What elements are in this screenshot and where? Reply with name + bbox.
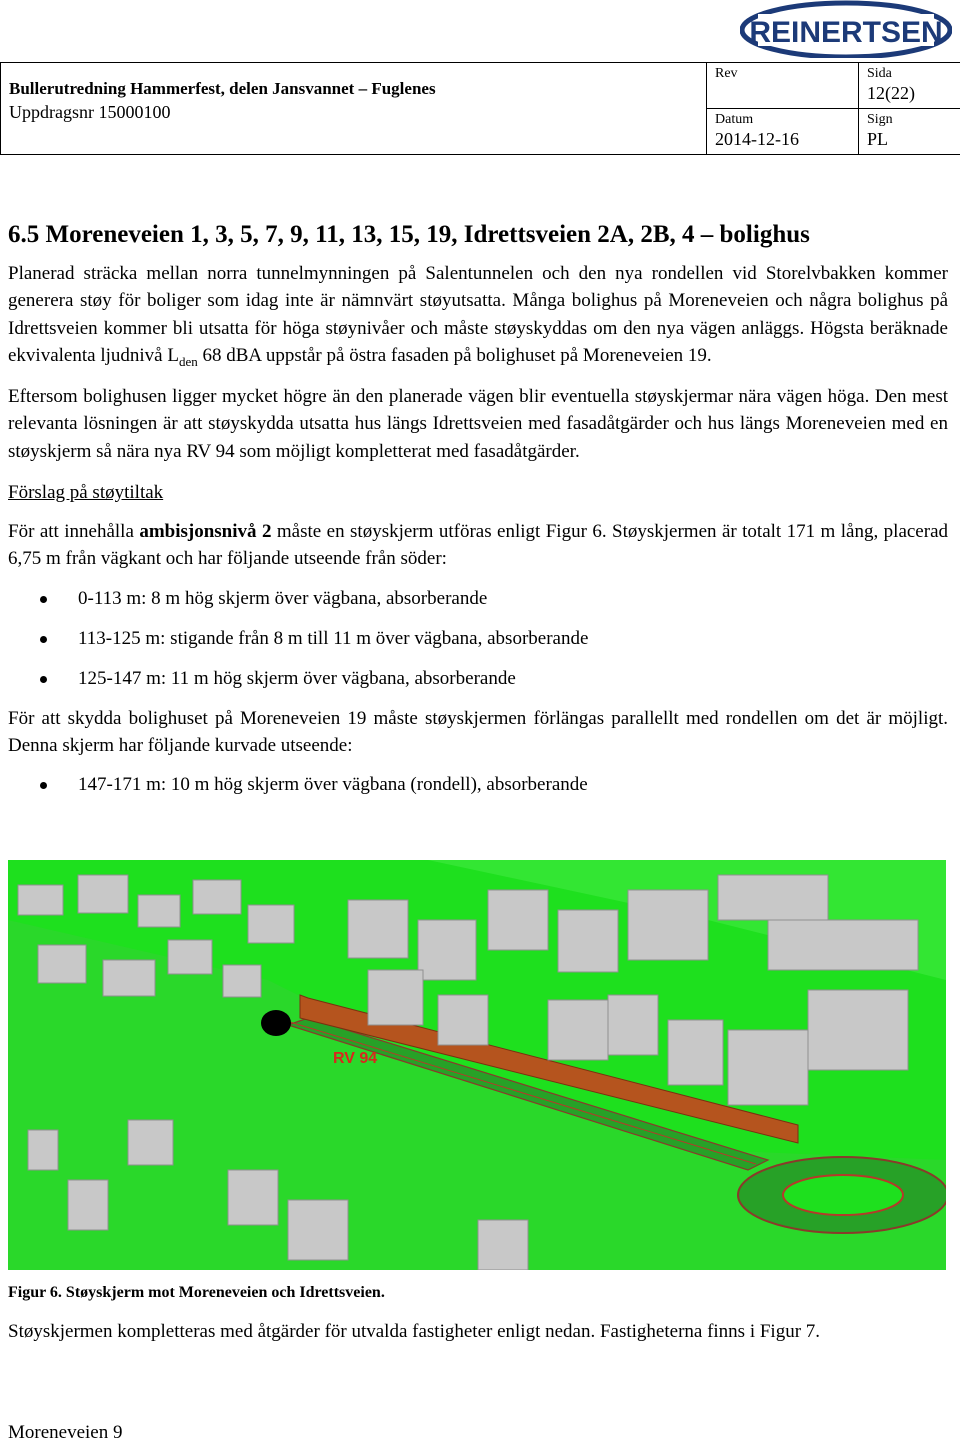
building — [558, 910, 618, 972]
road-label: RV 94 — [333, 1050, 378, 1067]
header-title-cell — [1, 63, 707, 155]
paragraph-intro — [8, 260, 948, 375]
rev-label: Rev — [715, 66, 738, 81]
curved-screen-list — [8, 771, 948, 798]
building — [288, 1200, 348, 1260]
building — [418, 920, 476, 980]
building — [628, 890, 708, 960]
building — [38, 945, 86, 983]
date-label: Datum — [715, 112, 754, 127]
document-header — [0, 62, 960, 155]
building — [478, 1220, 528, 1270]
page-label: Sida — [867, 66, 892, 81]
sign-label: Sign — [867, 112, 893, 127]
date-value: 2014-12-16 — [715, 129, 799, 149]
bullet-icon — [40, 676, 47, 683]
figure-caption: Figur 6. Støyskjerm mot Moreneveien och Idrettsveien. — [8, 1284, 385, 1301]
paragraph-ambition — [8, 518, 948, 573]
building — [548, 1000, 608, 1060]
building — [68, 1180, 108, 1230]
building — [18, 885, 63, 915]
date-cell — [707, 109, 859, 155]
building — [248, 905, 294, 943]
building — [228, 1170, 278, 1225]
building — [168, 940, 212, 974]
paragraph-solution: Eftersom bolighusen ligger mycket högre än den planerade vägen blir eventuella støyskjermar nära vägen höga. Den mest relevanta lösningen är att støyskydda utsatta hus längs Idrettsveien med fasadåtgärder och hus längs Moreneveien med en støyskjerm så nära nya RV 94 som möjligt kompletterat med fasadåtgärder. — [8, 385, 948, 462]
bullet-icon — [40, 596, 47, 603]
ambition-level-bold: ambisjonsnivå 2 — [139, 521, 272, 543]
assignment-number: Uppdragsnr 15000100 — [9, 102, 171, 122]
section-content — [8, 218, 948, 811]
paragraph-extension: För att skydda bolighuset på Moreneveien 19 måste støyskjermen förlängas parallellt med rondellen om det är möjligt. Denna skjerm har följande kurvade utseende: — [8, 707, 948, 757]
page-value: 12(22) — [867, 83, 915, 103]
noise-model-figure — [8, 860, 946, 1270]
list-item — [8, 585, 948, 612]
screen-segments-list — [8, 585, 948, 692]
building — [488, 890, 548, 950]
building — [78, 875, 128, 913]
paragraph-ambition-text-b: måste en støyskjerm utföras enligt Figur 6. Støyskjermen är totalt 171 m lång, placerad 6,75 m från vägkant och har följande utseende från söder: — [8, 521, 948, 570]
rev-cell — [707, 63, 859, 109]
list-item — [8, 625, 948, 652]
building — [668, 1020, 723, 1085]
building — [768, 920, 918, 970]
proposal-subheading: Förslag på støytiltak — [8, 481, 164, 503]
building — [103, 960, 155, 996]
building — [138, 895, 180, 927]
roundabout-island — [783, 1175, 903, 1215]
list-item — [8, 665, 948, 692]
lden-subscript: den — [178, 353, 198, 369]
next-section-heading: Moreneveien 9 — [8, 1422, 123, 1443]
list-item — [8, 771, 948, 798]
bullet-icon — [40, 782, 47, 789]
building — [608, 995, 658, 1055]
paragraph-ambition-text-a: För att innehålla — [8, 521, 140, 543]
document-title: Bullerutredning Hammerfest, delen Jansvannet – Fuglenes — [9, 79, 436, 98]
building — [28, 1130, 58, 1170]
paragraph-intro-text-b: 68 dBA uppstår på östra fasaden på bolighuset på Moreneveien 19. — [197, 344, 712, 366]
building — [718, 875, 828, 920]
building — [223, 965, 261, 997]
list-item-text: 147-171 m: 10 m hög skjerm över vägbana (rondell), absorberande — [78, 774, 588, 796]
list-item-text: 113-125 m: stigande från 8 m till 11 m över vägbana, absorberande — [78, 627, 589, 649]
page-cell — [859, 63, 960, 109]
building — [348, 900, 408, 958]
building — [128, 1120, 173, 1165]
paragraph-measures: Støyskjermen kompletteras med åtgärder för utvalda fastigheter enligt nedan. Fastigheterna finns i Figur 7. — [8, 1321, 821, 1342]
building — [368, 970, 423, 1025]
reinertsen-logo — [740, 0, 952, 58]
building — [438, 995, 488, 1045]
tunnel-portal-icon — [261, 1010, 291, 1036]
list-item-text: 0-113 m: 8 m hög skjerm över vägbana, absorberande — [78, 587, 488, 609]
building — [728, 1030, 808, 1105]
logo-text: REINERTSEN — [749, 16, 943, 49]
sign-cell — [859, 109, 960, 155]
sign-value: PL — [867, 129, 889, 149]
list-item-text: 125-147 m: 11 m hög skjerm över vägbana, absorberande — [78, 667, 516, 689]
building — [808, 990, 908, 1070]
building — [193, 880, 241, 914]
paragraph-intro-text-a: Planerad sträcka mellan norra tunnelmynningen på Salentunnelen och den nya rondellen vid Storelvbakken kommer generera støy för boliger som idag inte är nämnvärt støyutsatta. Många bolighus på Moreneveien och några bolighus på Idrettsveien kommer bli utsatta för höga støynivåer och måste støyskyddas om den nya vägen anläggs. Högsta beräknade ekvivalenta ljudnivå L — [8, 263, 948, 366]
bullet-icon — [40, 636, 47, 643]
section-heading: 6.5 Moreneveien 1, 3, 5, 7, 9, 11, 13, 15, 19, Idrettsveien 2A, 2B, 4 – bolighus — [8, 221, 810, 248]
